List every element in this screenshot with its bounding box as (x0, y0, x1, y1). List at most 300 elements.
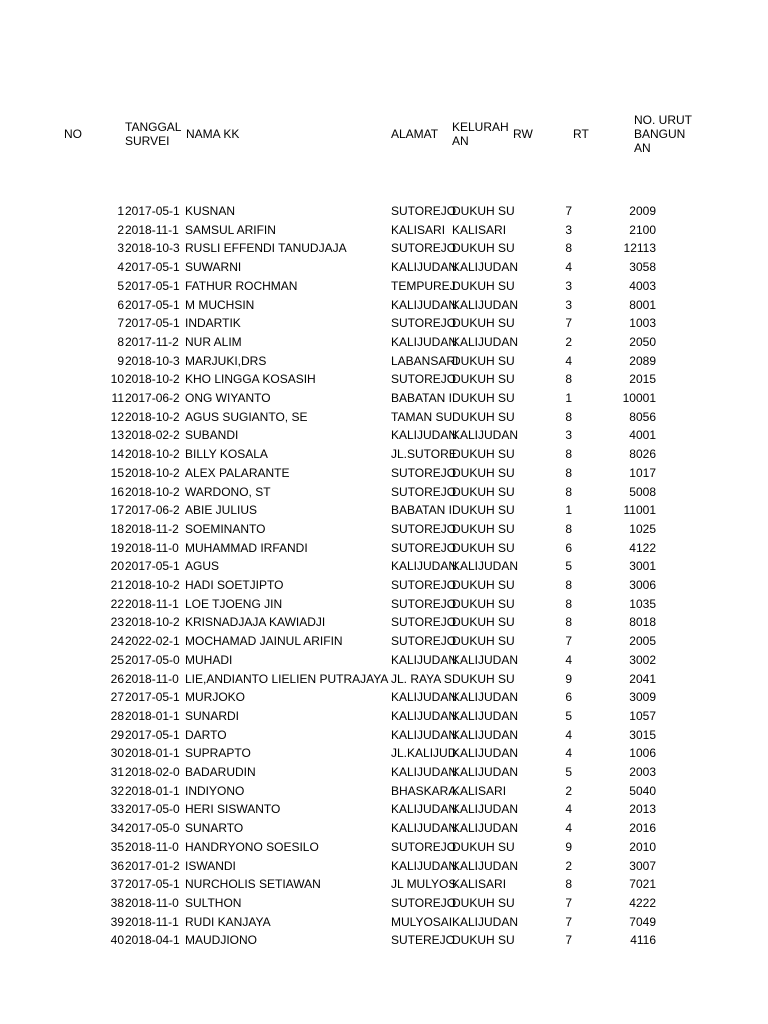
cell-nama-kk: HANDRYONO SOESILO (185, 839, 319, 854)
cell-tanggal-survei: 2018-10-2 (125, 615, 180, 630)
cell-kelurahan: KALISARI (452, 783, 507, 798)
cell-rt: 7 (565, 634, 572, 649)
cell-no: 11 (111, 391, 124, 405)
table-row (0, 651, 768, 670)
cell-rt: 3 (565, 278, 572, 293)
table-row (0, 221, 768, 240)
cell-no-urut-bangunan: 11001 (623, 503, 656, 518)
cell-tanggal-survei: 2017-05-1 (125, 727, 180, 742)
cell-no-urut-bangunan: 8001 (629, 297, 656, 312)
cell-rt: 8 (565, 465, 572, 480)
table-row (0, 539, 768, 558)
cell-kelurahan: DUKUH SU (452, 596, 515, 611)
cell-nama-kk: RUSLI EFFENDI TANUDJAJA (185, 241, 347, 256)
cell-rt: 7 (565, 316, 572, 331)
cell-no-urut-bangunan: 1003 (629, 316, 656, 331)
cell-alamat: LABANSARI (391, 353, 459, 368)
cell-rt: 6 (565, 690, 572, 705)
header-kelurahan-line1: KELURAH (452, 120, 509, 134)
cell-no-urut-bangunan: 2003 (629, 765, 656, 779)
cell-tanggal-survei: 2022-02-1 (125, 634, 180, 649)
cell-tanggal-survei: 2018-10-2 (125, 372, 180, 387)
table-row (0, 557, 768, 576)
cell-rt: 7 (565, 933, 572, 948)
cell-rt: 6 (565, 540, 572, 555)
cell-no: 6 (117, 297, 124, 312)
table-row (0, 800, 768, 819)
cell-tanggal-survei: 2018-11-2 (125, 521, 179, 536)
cell-tanggal-survei: 2018-10-3 (125, 353, 180, 368)
cell-no: 29 (110, 727, 124, 742)
cell-no: 25 (110, 652, 124, 667)
cell-no-urut-bangunan: 10001 (622, 391, 656, 405)
cell-no-urut-bangunan: 3002 (629, 652, 656, 667)
cell-rt: 4 (565, 260, 572, 275)
cell-alamat: KALIJUDAN (391, 858, 458, 873)
cell-nama-kk: SULTHON (185, 895, 242, 910)
cell-rt: 8 (565, 578, 572, 592)
cell-no: 28 (110, 708, 124, 723)
table-row (0, 370, 768, 389)
cell-no-urut-bangunan: 3009 (629, 690, 656, 705)
cell-tanggal-survei: 2017-06-2 (125, 503, 180, 518)
table-row (0, 483, 768, 502)
cell-nama-kk: AGUS (185, 559, 220, 574)
cell-rt: 8 (565, 447, 572, 462)
cell-no-urut-bangunan: 3006 (629, 578, 656, 592)
header-urut-line3: AN (634, 141, 651, 155)
header-tanggal-line1: TANGGAL (125, 120, 182, 134)
cell-no-urut-bangunan: 2041 (629, 671, 656, 686)
cell-tanggal-survei: 2017-05-1 (125, 204, 180, 218)
table-row (0, 464, 768, 483)
cell-nama-kk: LOE TJOENG JIN (185, 596, 283, 611)
cell-no: 34 (110, 821, 124, 836)
cell-kelurahan: DUKUH SU (452, 615, 515, 630)
cell-alamat: KALIJUDAN (391, 765, 458, 779)
cell-no-urut-bangunan: 3015 (629, 727, 656, 742)
cell-nama-kk: SOEMINANTO (185, 521, 266, 536)
cell-no-urut-bangunan: 1057 (629, 708, 656, 723)
cell-nama-kk: HADI SOETJIPTO (185, 578, 284, 592)
cell-no-urut-bangunan: 2089 (629, 353, 656, 368)
cell-kelurahan: DUKUH SU (452, 933, 515, 948)
cell-kelurahan: KALISARI (452, 877, 507, 892)
cell-no: 16 (110, 484, 124, 499)
cell-alamat: SUTOREJO (391, 484, 457, 499)
cell-nama-kk: MAUDJIONO (185, 933, 257, 948)
cell-no: 40 (110, 933, 124, 948)
table-row (0, 894, 768, 913)
table-row (0, 445, 768, 464)
cell-rt: 7 (565, 895, 572, 910)
table-row (0, 595, 768, 614)
cell-no-urut-bangunan: 5008 (629, 484, 656, 499)
cell-kelurahan: DUKUH SU (452, 241, 515, 256)
cell-tanggal-survei: 2018-11-1 (125, 914, 179, 929)
cell-no-urut-bangunan: 4003 (629, 278, 656, 293)
cell-tanggal-survei: 2018-11-0 (125, 839, 179, 854)
cell-rt: 1 (565, 391, 572, 405)
cell-rt: 8 (565, 484, 572, 499)
cell-nama-kk: NUR ALIM (185, 334, 242, 349)
cell-nama-kk: MARJUKI,DRS (185, 353, 267, 368)
cell-tanggal-survei: 2017-05-1 (125, 559, 180, 574)
cell-no-urut-bangunan: 3001 (629, 559, 656, 574)
table-row (0, 352, 768, 371)
cell-kelurahan: KALIJUDAN (452, 652, 519, 667)
cell-rt: 1 (565, 503, 572, 518)
table-row (0, 576, 768, 595)
cell-alamat: SUTOREJO (391, 540, 457, 555)
cell-alamat: SUTOREJO (391, 372, 457, 387)
cell-kelurahan: DUKUH SU (452, 578, 515, 592)
cell-no-urut-bangunan: 2010 (629, 839, 656, 854)
cell-no-urut-bangunan: 2009 (629, 204, 656, 218)
cell-alamat: KALIJUDAN (391, 727, 458, 742)
cell-nama-kk: BILLY KOSALA (185, 447, 268, 462)
cell-nama-kk: MURJOKO (185, 690, 245, 705)
cell-alamat: BABATAN I (391, 503, 452, 518)
cell-tanggal-survei: 2018-11-1 (125, 222, 179, 237)
table-row (0, 782, 768, 801)
cell-nama-kk: SUPRAPTO (185, 746, 251, 761)
table-row (0, 501, 768, 520)
header-kelurahan-line2: AN (452, 134, 469, 148)
table-row (0, 277, 768, 296)
cell-rt: 2 (565, 858, 572, 873)
table-row (0, 389, 768, 408)
cell-rt: 9 (565, 839, 572, 854)
cell-kelurahan: DUKUH SU (452, 634, 515, 649)
cell-tanggal-survei: 2018-01-1 (125, 708, 180, 723)
cell-alamat: KALIJUDAN (391, 334, 458, 349)
cell-kelurahan: KALIJUDAN (452, 746, 519, 761)
cell-alamat: KALIJUDAN (391, 297, 458, 312)
cell-nama-kk: HERI SISWANTO (185, 802, 281, 817)
cell-no: 33 (110, 802, 124, 817)
cell-tanggal-survei: 2017-05-1 (125, 316, 180, 331)
cell-no-urut-bangunan: 7049 (629, 914, 656, 929)
cell-kelurahan: DUKUH SU (452, 465, 515, 480)
cell-rt: 4 (565, 727, 572, 742)
cell-no: 15 (110, 465, 124, 480)
cell-no: 35 (110, 839, 124, 854)
cell-nama-kk: FATHUR ROCHMAN (185, 278, 298, 293)
cell-kelurahan: DUKUH SU (452, 316, 515, 331)
cell-kelurahan: KALIJUDAN (452, 727, 519, 742)
cell-tanggal-survei: 2018-02-0 (125, 765, 180, 779)
cell-kelurahan: KALIJUDAN (452, 858, 519, 873)
table-row (0, 726, 768, 745)
cell-no: 27 (110, 690, 124, 705)
cell-tanggal-survei: 2018-10-2 (125, 409, 180, 424)
cell-no: 31 (110, 765, 124, 779)
table-row (0, 819, 768, 838)
cell-nama-kk: INDIYONO (185, 783, 245, 798)
cell-rt: 8 (565, 877, 572, 892)
cell-no: 20 (110, 559, 124, 574)
cell-no-urut-bangunan: 4122 (629, 540, 656, 555)
cell-tanggal-survei: 2017-05-0 (125, 652, 180, 667)
cell-rt: 8 (565, 241, 572, 256)
header-urut-line2: BANGUN (634, 127, 686, 141)
cell-tanggal-survei: 2018-10-2 (125, 465, 180, 480)
cell-no-urut-bangunan: 7021 (629, 877, 656, 892)
cell-no-urut-bangunan: 4222 (629, 895, 656, 910)
cell-nama-kk: MUHAMMAD IRFANDI (185, 540, 308, 555)
cell-tanggal-survei: 2018-11-1 (125, 596, 179, 611)
cell-no: 12 (110, 409, 124, 424)
cell-kelurahan: KALIJUDAN (452, 708, 519, 723)
table-row (0, 838, 768, 857)
cell-no: 3 (117, 241, 124, 256)
cell-tanggal-survei: 2018-11-0 (125, 540, 179, 555)
cell-no-urut-bangunan: 5040 (629, 783, 656, 798)
cell-no: 26 (110, 671, 124, 686)
header-tanggal (125, 120, 181, 148)
cell-kelurahan: DUKUH SU (452, 278, 515, 293)
cell-no-urut-bangunan: 1035 (629, 596, 656, 611)
table-row (0, 408, 768, 427)
cell-nama-kk: LIE,ANDIANTO LIELIEN PUTRAJAYA (185, 671, 389, 686)
cell-alamat: SUTOREJO (391, 615, 457, 630)
cell-rt: 7 (565, 914, 572, 929)
cell-rt: 5 (565, 708, 572, 723)
table-row (0, 707, 768, 726)
cell-kelurahan: KALIJUDAN (452, 821, 519, 836)
table-row (0, 857, 768, 876)
cell-rt: 9 (565, 671, 572, 686)
cell-kelurahan: KALIJUDAN (452, 334, 519, 349)
cell-alamat: MULYOSAI (391, 914, 453, 929)
cell-nama-kk: SUBANDI (185, 428, 239, 443)
cell-kelurahan: KALIJUDAN (452, 802, 519, 817)
cell-rt: 5 (565, 559, 572, 574)
cell-tanggal-survei: 2018-01-1 (125, 783, 180, 798)
cell-no: 24 (110, 634, 124, 649)
cell-kelurahan: KALIJUDAN (452, 260, 519, 275)
cell-nama-kk: SUNARTO (185, 821, 244, 836)
table-row (0, 763, 768, 782)
cell-tanggal-survei: 2018-11-0 (125, 671, 179, 686)
cell-tanggal-survei: 2017-05-1 (125, 690, 180, 705)
cell-no-urut-bangunan: 2013 (629, 802, 656, 817)
cell-tanggal-survei: 2018-10-2 (125, 447, 180, 462)
cell-no-urut-bangunan: 1006 (629, 746, 656, 761)
table-row (0, 913, 768, 932)
cell-kelurahan: KALIJUDAN (452, 765, 519, 779)
cell-kelurahan: KALISARI (452, 222, 507, 237)
cell-rt: 8 (565, 521, 572, 536)
cell-rt: 8 (565, 372, 572, 387)
cell-rt: 4 (565, 652, 572, 667)
header-rw: RW (513, 127, 533, 141)
cell-nama-kk: AGUS SUGIANTO, SE (185, 409, 308, 424)
cell-kelurahan: KALIJUDAN (452, 914, 519, 929)
cell-alamat: SUTOREJO (391, 596, 457, 611)
table-row (0, 613, 768, 632)
cell-alamat: JL.KALIJUD (391, 746, 457, 761)
cell-no: 19 (110, 540, 124, 555)
cell-tanggal-survei: 2018-01-1 (125, 746, 180, 761)
cell-no-urut-bangunan: 2100 (629, 222, 656, 237)
table-row (0, 333, 768, 352)
cell-no-urut-bangunan: 2005 (629, 634, 656, 649)
cell-tanggal-survei: 2018-10-2 (125, 578, 180, 592)
header-urut-line1: NO. URUT (634, 113, 692, 127)
cell-tanggal-survei: 2018-02-2 (125, 428, 180, 443)
cell-kelurahan: DUKUH SU (452, 671, 515, 686)
cell-kelurahan: KALIJUDAN (452, 559, 519, 574)
cell-nama-kk: ONG WIYANTO (185, 391, 271, 405)
cell-alamat: KALIJUDAN (391, 559, 458, 574)
cell-tanggal-survei: 2018-10-2 (125, 484, 180, 499)
table-row (0, 296, 768, 315)
cell-tanggal-survei: 2017-05-0 (125, 821, 180, 836)
cell-alamat: KALIJUDAN (391, 690, 458, 705)
cell-no-urut-bangunan: 3007 (629, 858, 656, 873)
cell-no: 7 (117, 316, 124, 331)
cell-no-urut-bangunan: 1025 (629, 521, 656, 536)
cell-kelurahan: KALIJUDAN (452, 297, 519, 312)
cell-rt: 4 (565, 802, 572, 817)
cell-alamat: SUTOREJO (391, 839, 457, 854)
cell-rt: 2 (565, 334, 572, 349)
cell-tanggal-survei: 2018-04-1 (125, 933, 180, 948)
cell-kelurahan: DUKUH SU (452, 540, 515, 555)
cell-nama-kk: SUWARNI (185, 260, 242, 275)
cell-rt: 8 (565, 409, 572, 424)
cell-alamat: SUTOREJO (391, 521, 457, 536)
cell-nama-kk: ALEX PALARANTE (185, 465, 290, 480)
cell-rt: 4 (565, 821, 572, 836)
cell-no: 18 (110, 521, 124, 536)
cell-no: 5 (117, 278, 124, 293)
cell-nama-kk: MUHADI (185, 652, 233, 667)
table-row (0, 931, 768, 950)
cell-nama-kk: KHO LINGGA KOSASIH (185, 372, 316, 387)
cell-alamat: KALISARI (391, 222, 446, 237)
cell-no: 23 (110, 615, 124, 630)
cell-no: 39 (110, 914, 124, 929)
cell-kelurahan: KALIJUDAN (452, 690, 519, 705)
table-row (0, 314, 768, 333)
header-alamat: ALAMAT (391, 127, 439, 141)
cell-nama-kk: ISWANDI (185, 858, 236, 873)
header-no: NO (64, 127, 82, 141)
cell-kelurahan: DUKUH SU (452, 353, 515, 368)
cell-tanggal-survei: 2017-11-2 (125, 334, 179, 349)
cell-tanggal-survei: 2017-05-1 (125, 278, 180, 293)
cell-no: 30 (110, 746, 124, 761)
cell-no-urut-bangunan: 1017 (629, 465, 656, 480)
cell-no: 1 (117, 204, 124, 218)
cell-no-urut-bangunan: 8018 (629, 615, 656, 630)
cell-alamat: KALIJUDAN (391, 260, 458, 275)
cell-alamat: SUTOREJO (391, 465, 457, 480)
cell-no: 2 (117, 222, 124, 237)
cell-no: 9 (117, 353, 124, 368)
cell-no: 10 (110, 372, 124, 387)
cell-rt: 3 (565, 222, 572, 237)
table-row (0, 670, 768, 689)
cell-tanggal-survei: 2018-11-0 (125, 895, 179, 910)
cell-tanggal-survei: 2017-05-0 (125, 802, 180, 817)
cell-kelurahan: DUKUH SU (452, 895, 515, 910)
cell-no-urut-bangunan: 12113 (623, 241, 656, 256)
cell-nama-kk: SAMSUL ARIFIN (185, 222, 276, 237)
cell-no: 14 (110, 447, 124, 462)
cell-nama-kk: SUNARDI (185, 708, 240, 723)
cell-alamat: BABATAN I (391, 391, 452, 405)
header-tanggal-line2: SURVEI (125, 134, 170, 148)
table-row (0, 520, 768, 539)
table-row (0, 258, 768, 277)
cell-rt: 8 (565, 596, 572, 611)
cell-kelurahan: DUKUH SU (452, 204, 515, 218)
cell-no-urut-bangunan: 2016 (629, 821, 656, 836)
cell-nama-kk: KUSNAN (185, 204, 236, 218)
cell-alamat: JL.SUTORE (391, 447, 457, 462)
cell-kelurahan: DUKUH SU (452, 839, 515, 854)
cell-no-urut-bangunan: 8026 (629, 447, 656, 462)
cell-no: 37 (110, 877, 124, 892)
cell-alamat: KALIJUDAN (391, 652, 458, 667)
cell-rt: 4 (565, 746, 572, 761)
cell-rt: 3 (565, 297, 572, 312)
cell-alamat: SUTOREJO (391, 204, 457, 218)
cell-no-urut-bangunan: 2050 (629, 334, 656, 349)
cell-no: 36 (110, 858, 124, 873)
header-kelurahan (452, 120, 509, 148)
cell-tanggal-survei: 2018-10-3 (125, 241, 180, 256)
table-row (0, 202, 768, 221)
cell-kelurahan: DUKUH SU (452, 484, 515, 499)
cell-nama-kk: RUDI KANJAYA (185, 914, 271, 929)
cell-kelurahan: DUKUH SU (452, 391, 515, 405)
cell-no: 4 (117, 260, 124, 275)
cell-rt: 5 (565, 765, 572, 779)
cell-kelurahan: DUKUH SU (452, 503, 515, 518)
cell-alamat: SUTEREJO (391, 933, 456, 948)
cell-alamat: SUTOREJO (391, 578, 457, 592)
cell-kelurahan: DUKUH SU (452, 521, 515, 536)
cell-rt: 2 (565, 783, 572, 798)
cell-nama-kk: NURCHOLIS SETIAWAN (185, 877, 321, 892)
cell-alamat: JL. RAYA S (391, 671, 452, 686)
cell-no-urut-bangunan: 8056 (629, 409, 656, 424)
table-row (0, 239, 768, 258)
table-row (0, 632, 768, 651)
cell-alamat: SUTOREJO (391, 316, 457, 331)
cell-no-urut-bangunan: 3058 (629, 260, 656, 275)
cell-rt: 3 (565, 428, 572, 443)
table-row (0, 875, 768, 894)
cell-no: 21 (110, 578, 124, 592)
table-row (0, 744, 768, 763)
cell-nama-kk: DARTO (185, 727, 227, 742)
cell-alamat: KALIJUDAN (391, 708, 458, 723)
cell-alamat: TAMAN SU (391, 409, 453, 424)
cell-no-urut-bangunan: 2015 (629, 372, 656, 387)
cell-alamat: SUTOREJO (391, 634, 457, 649)
cell-tanggal-survei: 2017-05-1 (125, 877, 180, 892)
cell-tanggal-survei: 2017-06-2 (125, 391, 180, 405)
cell-no: 17 (110, 503, 124, 518)
cell-alamat: SUTOREJO (391, 241, 457, 256)
cell-alamat: BHASKARA (391, 783, 457, 798)
